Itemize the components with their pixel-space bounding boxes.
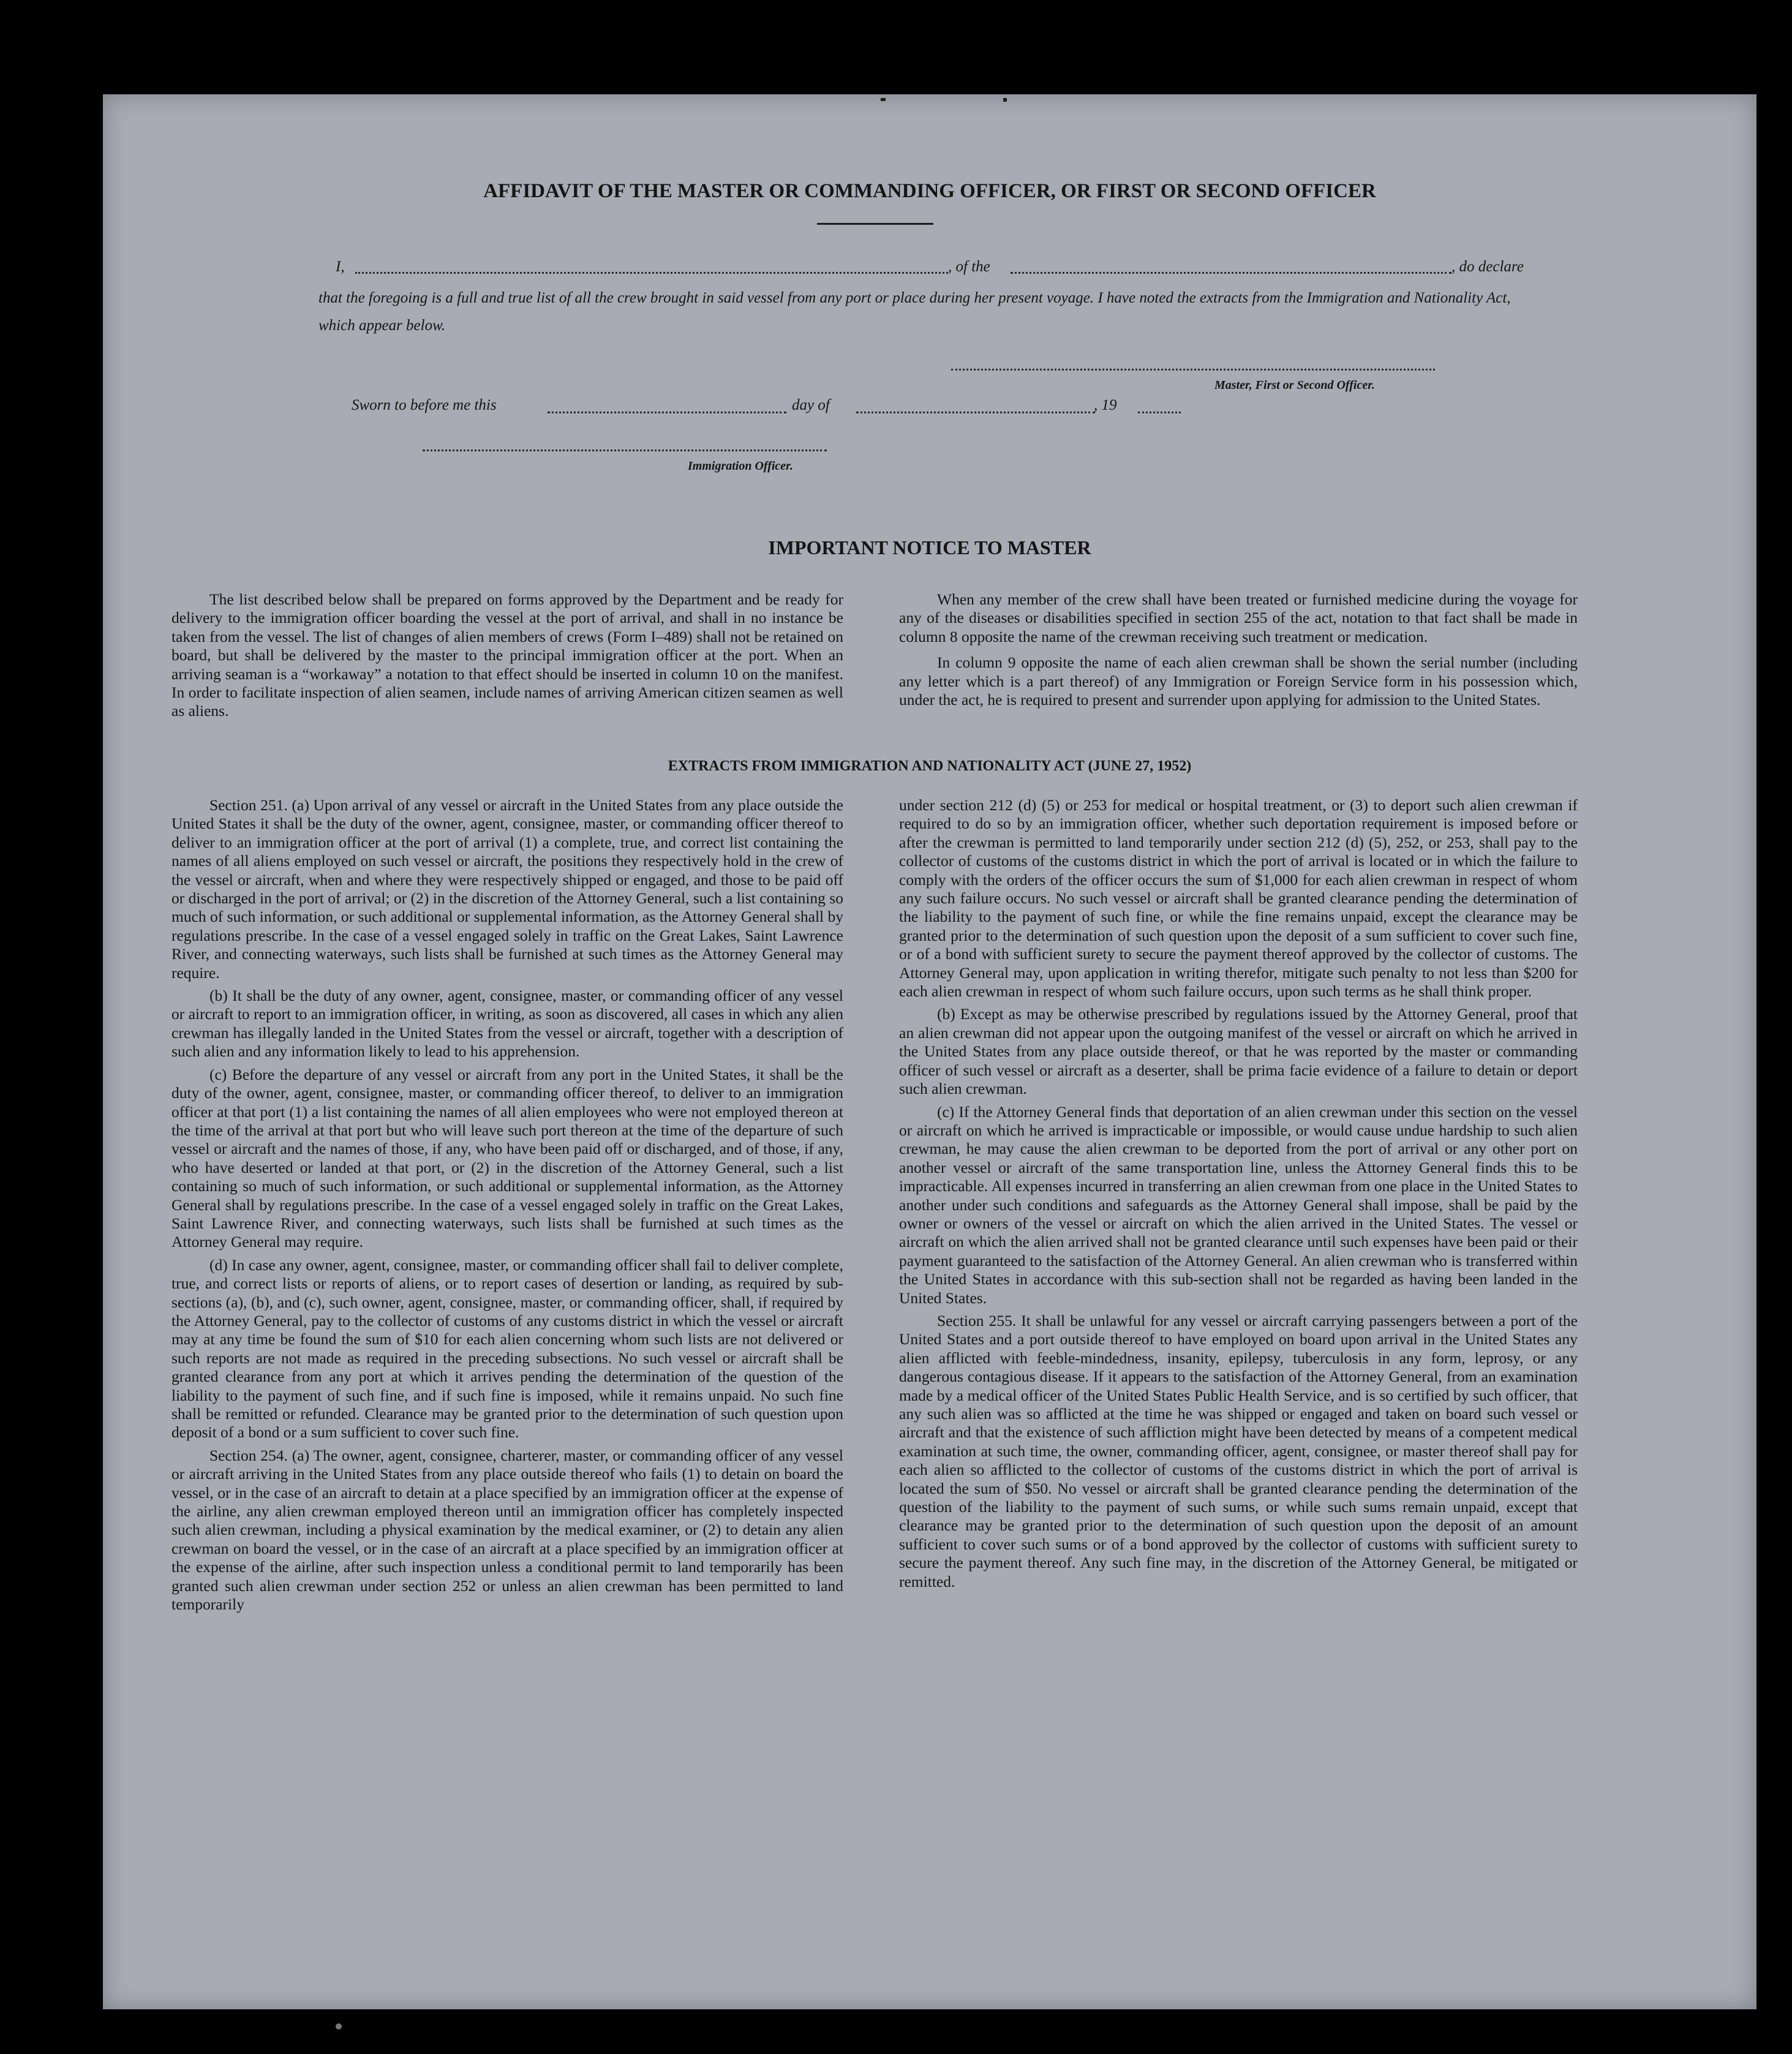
master-signature-field[interactable] [951, 369, 1435, 371]
section-255: Section 255. It shall be unlawful for any vessel or aircraft carrying passengers between a port of the United States and a port outside thereof to have employed on board upon arrival in the United States any alien afflicted with feeble-mindedness, insanity, epilepsy, tuberculosis in any form, leprosy, or any dangerous contagious disease. If it appears to the satisfaction of the Attorney General, from an examination made by a medical officer of the United States Public Health Service, and is so certified by such officer, that any such alien was so afflicted at the time he was shipped or engaged and taken on board such vessel or aircraft and that the existence of such affliction might have been detected by means of a competent medical examination at such time, the owner, commanding officer, agent, consignee, or master thereof shall pay for each alien so afflicted to the collector of customs of the customs district in which the port of arrival is located the sum of $50. No vessel or aircraft shall be granted clearance pending the determination of the question of the liability to the payment of such sums, or while such sums remain unpaid, except that clearance may be granted prior to the determination of such question upon the deposit of an amount sufficient to cover such sums or of a bond approved by the collector of customs with sufficient surety to secure the payment thereof. Any such fine may, in the discretion of the Attorney General, be mitigated or remitted. [899, 1311, 1578, 1590]
extracts-right-column [899, 796, 1578, 1595]
affidavit-do-declare-label: , do declare [1451, 258, 1524, 275]
notice-right-text-2: In column 9 opposite the name of each alien crewman shall be shown the serial number (including any letter which is a part thereof) of any Immigration or Foreign Service form in his possession which, under the act, he is required to present and surrender upon applying for admission to the United States. [899, 653, 1578, 709]
sworn-day-of-label: day of [792, 397, 830, 413]
immigration-officer-signature-field[interactable] [423, 450, 827, 451]
notice-right-column [899, 590, 1578, 713]
reverse-bleed-through [1573, 419, 1586, 440]
title-underline [817, 223, 933, 225]
scan-mark [1003, 98, 1007, 102]
sworn-year-label: , 19 [1094, 397, 1117, 413]
sworn-month-field[interactable] [856, 412, 1095, 413]
vessel-name-field[interactable] [1011, 272, 1451, 274]
notice-left-text: The list described below shall be prepared on forms approved by the Department and be ready for delivery to the immigration officer boarding the vessel at the port of arrival, and shall in no instance be taken from the vessel. The list of changes of alien members of crews (Form I–489) shall not be retained on board, but shall be delivered by the master to the principal immigration officer at the port. When an arriving seaman is a “workaway” a notation to that effect should be inserted in column 10 on the manifest. In order to facilitate inspection of alien seamen, include names of arriving American citizen seamen as well as aliens. [171, 590, 843, 720]
section-254a-continued: under section 212 (d) (5) or 253 for medical or hospital treatment, or (3) to deport such alien crewman if required to do so by an immigration officer, whether such deportation requirement is imposed before or after the crewman is permitted to land temporarily under section 212 (d) (5), 252, or 253, shall pay to the collector of customs of the customs district in which the port of arrival is located or in which the failure to comply with the orders of the officer occurs the sum of $1,000 for each alien crewman in respect of whom any such failure occurs. No such vessel or aircraft shall be granted clearance pending the determination of the liability to the payment of such fine, or while the fine remains unpaid, except the clearance may be granted prior to the determination of such question upon the deposit of a sum sufficient to cover such fine, or of a bond with sufficient surety to secure the payment thereof approved by the collector of customs. The Attorney General may, upon application in writing therefor, mitigate such penalty to not less than $200 for each alien crewman in respect of whom such failure occurs, upon such terms as he shall think proper. [899, 796, 1578, 1001]
affidavit-title: AFFIDAVIT OF THE MASTER OR COMMANDING OFFICER, OR FIRST OR SECOND OFFICER [483, 180, 1376, 202]
section-251b: (b) It shall be the duty of any owner, agent, consignee, master, or commanding officer of any vessel or aircraft to report to an immigration officer, in writing, as soon as discovered, all cases in which any alien crewman has illegally landed in the United States from the vessel or aircraft, together with a description of such alien and any information likely to lead to his apprehension. [171, 987, 843, 1061]
sworn-label: Sworn to before me this [352, 397, 497, 413]
scan-mark [336, 2023, 342, 2030]
master-name-field[interactable] [355, 272, 948, 274]
extracts-title: EXTRACTS FROM IMMIGRATION AND NATIONALITY ACT (JUNE 27, 1952) [668, 758, 1192, 774]
master-signature-label: Master, First or Second Officer. [1214, 378, 1375, 392]
document-page [103, 94, 1756, 2009]
extracts-left-column [171, 796, 843, 1618]
notice-title: IMPORTANT NOTICE TO MASTER [768, 536, 1091, 559]
section-251a: Section 251. (a) Upon arrival of any vessel or aircraft in the United States from any place outside the United States it shall be the duty of the owner, agent, consignee, master, or commanding officer thereof to deliver to an immigration officer at the port of arrival (1) a complete, true, and correct list containing the names of all aliens employed on such vessel or aircraft, the positions they respectively hold in the crew of the vessel or aircraft, when and where they were respectively shipped or engaged, and those to be paid off or discharged in the port of arrival; or (2) in the discretion of the Attorney General, such a list containing so much of such information, or such additional or supplemental information, as the Attorney General shall by regulations prescribe. In the case of a vessel engaged solely in traffic on the Great Lakes, Saint Lawrence River, and connecting waterways, such lists shall be furnished at such times as the Attorney General may require. [171, 796, 843, 982]
notice-right-text-1: When any member of the crew shall have been treated or furnished medicine during the voyage for any of the diseases or disabilities specified in section 255 of the act, notation to that fact shall be made in column 8 opposite the name of the crewman receiving such treatment or medication. [899, 590, 1578, 645]
section-251d: (d) In case any owner, agent, consignee, master, or commanding officer shall fail to deliver complete, true, and correct lists or reports of aliens, or to report cases of desertion or landing, as required by sub-sections (a), (b), and (c), such owner, agent, consignee, master, or commanding officer, shall, if required by the Attorney General, pay to the collector of customs of any customs district in which the vessel or aircraft may at any time be found the sum of $10 for each alien concerning whom such lists are not delivered or such reports are not made as required in the preceding subsections. No such vessel or aircraft shall be granted clearance from any port at which it arrives pending the determination of the question of the liability to the payment of such fine, and if such fine is imposed, while it remains unpaid. No such fine shall be remitted or refunded. Clearance may be granted prior to the determination of such question upon deposit of a bond or a sum sufficient to cover such fine. [171, 1255, 843, 1442]
affidavit-i-label: I, [336, 258, 345, 275]
section-254a: Section 254. (a) The owner, agent, consignee, charterer, master, or commanding officer of any vessel or aircraft arriving in the United States from any place outside thereof who fails (1) to detain on board the vessel, or in the case of an aircraft to detain at a place specified by an immigration officer at the expense of the airline, any alien crewman employed thereon until an immigration officer has completely inspected such alien crewman, including a physical examination by the medical examiner, or (2) to detain any alien crewman on board the vessel, or in the case of an aircraft at a place specified by an immigration officer at the expense of the airline, after such inspection unless a conditional permit to land temporarily has been granted such alien crewman under section 252 or unless an alien crewman has been permitted to land temporarily [171, 1446, 843, 1614]
section-254c: (c) If the Attorney General finds that deportation of an alien crewman under this section on the vessel or aircraft on which he arrived is impracticable or impossible, or would cause undue hardship to such alien crewman, he may cause the alien crewman to be deported from the port of arrival or any other port on another vessel or aircraft of the same transportation line, unless the Attorney General finds this to be impracticable. All expenses incurred in transferring an alien crewman from one place in the United States to another under such conditions and safeguards as the Attorney General shall impose, shall be paid by the owner or owners of the vessel or aircraft on which the alien arrived in the United States. The vessel or aircraft on which the alien arrived shall not be granted clearance until such expenses have been paid or their payment guaranteed to the satisfaction of the Attorney General. An alien crewman who is transferred within the United States in accordance with this sub-section shall not be regarded as having been landed in the United States. [899, 1102, 1578, 1307]
immigration-officer-label: Immigration Officer. [688, 459, 793, 473]
notice-left-column [171, 590, 843, 725]
affidavit-of-the-label: , of the [948, 258, 990, 275]
sworn-day-field[interactable] [548, 412, 786, 413]
reverse-bleed-through [801, 217, 814, 238]
section-251c: (c) Before the departure of any vessel or aircraft from any port in the United States, it shall be the duty of the owner, agent, consignee, master, or commanding officer thereof, to deliver to an immigration officer at that port (1) a list containing the names of all alien employees who were not employed thereon at the time of the arrival at that port but who will leave such port thereon at the time of the departure of such vessel or aircraft and the names of those, if any, who have been paid off or discharged, and of those, if any, who have deserted or landed at that port, or (2) in the discretion of the Attorney General, such a list containing so much of such information, or such additional or supplemental information, as the Attorney General shall by regulations prescribe. In the case of a vessel engaged solely in traffic on the Great Lakes, Saint Lawrence River, and connecting waterways, such lists shall be furnished at such times as the Attorney General may require. [171, 1065, 843, 1251]
section-254b: (b) Except as may be otherwise prescribed by regulations issued by the Attorney General, proof that an alien crewman did not appear upon the outgoing manifest of the vessel or aircraft on which he arrived in the United States from any place outside thereof, or that he was reported by the master or commanding officer of such vessel or aircraft as a deserter, shall be prima facie evidence of a failure to detain or deport such alien crewman. [899, 1005, 1578, 1098]
affidavit-statement: that the foregoing is a full and true list of all the crew brought in said vessel from any port or place during her present voyage. I have noted the extracts from the Immigration and Nationality Act, which appear below. [318, 290, 1511, 334]
sworn-year-field[interactable] [1138, 412, 1181, 413]
scan-mark [881, 98, 886, 101]
